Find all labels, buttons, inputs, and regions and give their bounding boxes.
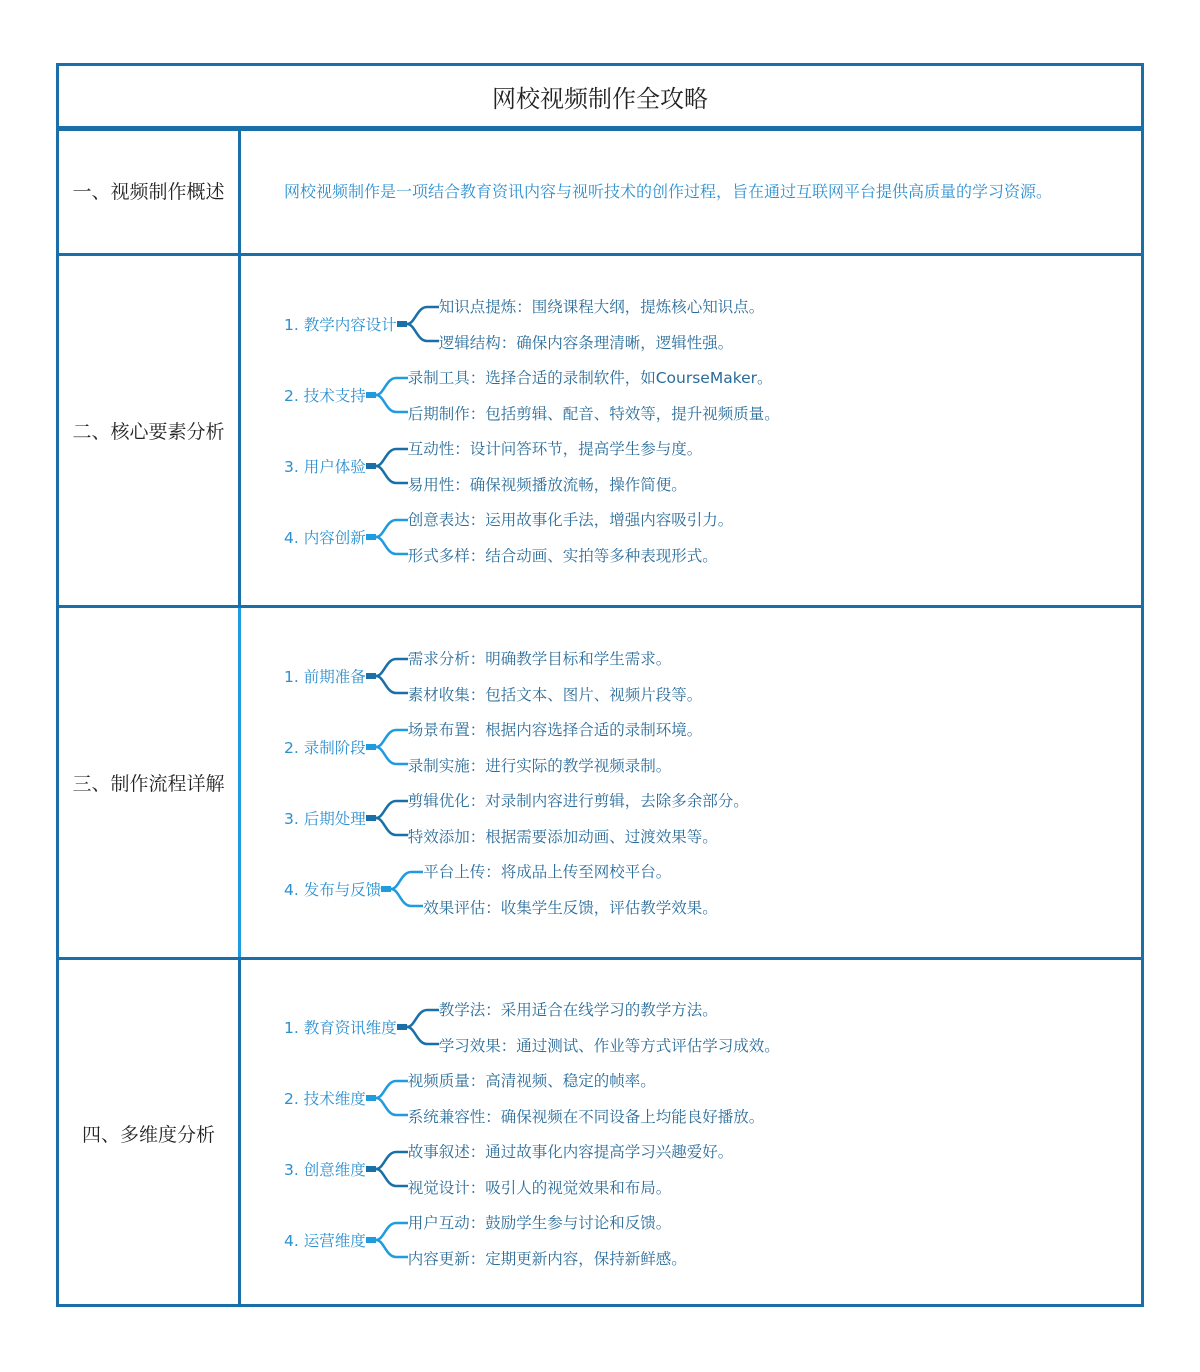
branch-child: 视频质量：高清视频、稳定的帧率。 (407, 1072, 656, 1090)
branch-child: 平台上传：将成品上传至网校平台。 (423, 863, 672, 881)
branch-group (284, 1205, 1141, 1276)
branch-child: 场景布置：根据内容选择合适的录制环境。 (407, 721, 703, 739)
section-content (241, 256, 1141, 605)
branch-group (284, 1063, 1141, 1134)
branch-group (284, 992, 1141, 1063)
branch-label: 1. 教学内容设计 (284, 316, 397, 334)
branch-child: 后期制作：包括剪辑、配音、特效等，提升视频质量。 (407, 405, 780, 423)
branch-connector-icon (366, 1144, 408, 1194)
mindmap-table (56, 63, 1144, 1307)
branch-connector-icon (366, 370, 408, 420)
branch-child: 录制实施：进行实际的教学视频录制。 (407, 757, 672, 775)
branch-child: 形式多样：结合动画、实拍等多种表现形式。 (407, 547, 718, 565)
section-content (241, 608, 1141, 957)
section-heading: 三、制作流程详解 (59, 608, 241, 957)
branch-group (284, 431, 1141, 502)
branch-child: 故事叙述：通过故事化内容提高学习兴趣爱好。 (407, 1143, 734, 1161)
branch-label: 3. 用户体验 (284, 458, 366, 476)
branch-group (284, 360, 1141, 431)
section-content (241, 128, 1141, 253)
page-title: 网校视频制作全攻略 (59, 66, 1141, 131)
branch-label: 2. 录制阶段 (284, 739, 366, 757)
section-row (59, 957, 1141, 1307)
branch-label: 3. 创意维度 (284, 1161, 366, 1179)
branch-child: 逻辑结构：确保内容条理清晰，逻辑性强。 (438, 334, 734, 352)
section-heading: 一、视频制作概述 (59, 128, 241, 253)
branch-label: 4. 发布与反馈 (284, 881, 382, 899)
branch-label: 2. 技术维度 (284, 1090, 366, 1108)
section-content (241, 960, 1141, 1307)
section-row (59, 128, 1141, 253)
branch-child: 系统兼容性：确保视频在不同设备上均能良好播放。 (407, 1108, 765, 1126)
branch-child: 录制工具：选择合适的录制软件，如CourseMaker。 (407, 369, 773, 387)
branch-child: 学习效果：通过测试、作业等方式评估学习成效。 (438, 1037, 780, 1055)
branch-group (284, 783, 1141, 854)
branch-group (284, 712, 1141, 783)
branch-connector-icon (366, 1073, 408, 1123)
branch-child: 知识点提炼：围绕课程大纲，提炼核心知识点。 (438, 298, 765, 316)
branch-child: 素材收集：包括文本、图片、视频片段等。 (407, 686, 703, 704)
branch-connector-icon (381, 864, 423, 914)
section-heading: 二、核心要素分析 (59, 256, 241, 605)
branch-label: 1. 教育资讯维度 (284, 1019, 397, 1037)
section-summary: 网校视频制作是一项结合教育资讯内容与视听技术的创作过程，旨在通过互联网平台提供高质量的学习资源。 (284, 182, 1053, 201)
branch-label: 1. 前期准备 (284, 668, 366, 686)
section-heading: 四、多维度分析 (59, 960, 241, 1307)
branch-group (284, 854, 1141, 925)
branch-connector-icon (366, 441, 408, 491)
section-row (59, 605, 1141, 957)
branch-child: 用户互动：鼓励学生参与讨论和反馈。 (407, 1214, 672, 1232)
section-row (59, 253, 1141, 605)
branch-group (284, 641, 1141, 712)
branch-connector-icon (366, 1215, 408, 1265)
branch-connector-icon (397, 299, 439, 349)
branch-connector-icon (366, 651, 408, 701)
branch-group (284, 289, 1141, 360)
branch-child: 易用性：确保视频播放流畅，操作简便。 (407, 476, 687, 494)
branch-connector-icon (366, 512, 408, 562)
branch-child: 特效添加：根据需要添加动画、过渡效果等。 (407, 828, 718, 846)
branch-label: 4. 运营维度 (284, 1232, 366, 1250)
branch-group (284, 1134, 1141, 1205)
branch-child: 内容更新：定期更新内容，保持新鲜感。 (407, 1250, 687, 1268)
branch-connector-icon (366, 793, 408, 843)
branch-connector-icon (366, 722, 408, 772)
branch-child: 需求分析：明确教学目标和学生需求。 (407, 650, 672, 668)
branch-connector-icon (397, 1002, 439, 1052)
branch-child: 视觉设计：吸引人的视觉效果和布局。 (407, 1179, 672, 1197)
branch-label: 2. 技术支持 (284, 387, 366, 405)
branch-child: 互动性：设计问答环节，提高学生参与度。 (407, 440, 703, 458)
branch-label: 4. 内容创新 (284, 529, 366, 547)
branch-label: 3. 后期处理 (284, 810, 366, 828)
branch-child: 剪辑优化：对录制内容进行剪辑，去除多余部分。 (407, 792, 749, 810)
branch-group (284, 502, 1141, 573)
branch-child: 效果评估：收集学生反馈，评估教学效果。 (423, 899, 718, 917)
branch-child: 教学法：采用适合在线学习的教学方法。 (438, 1001, 718, 1019)
branch-child: 创意表达：运用故事化手法，增强内容吸引力。 (407, 511, 734, 529)
